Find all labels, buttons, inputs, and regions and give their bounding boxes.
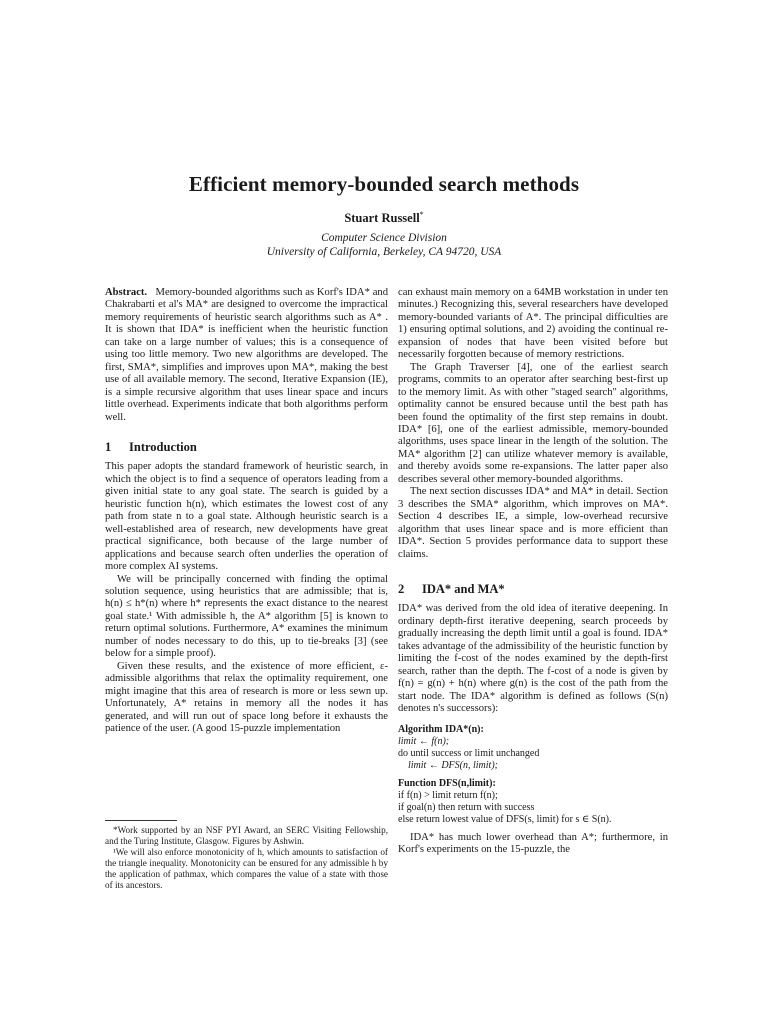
algorithm-ida-line-2: do until success or limit unchanged (398, 747, 540, 759)
abstract-heading: Abstract. (105, 287, 148, 298)
right-paragraph-3: The next section discusses IDA* and MA* in detail. Section 3 describes the SMA* algorithm, which improves on MA*. Section 4 describes IE, a simple, low-overhead recursive algorithm that uses linear space and is more efficient than IDA*. Section 5 provides performance data to support these claims. (398, 486, 668, 560)
section-2-number: 2 (398, 581, 405, 596)
left-column (105, 287, 388, 890)
function-dfs-header: Function DFS(n,limit): (398, 777, 496, 789)
section-2-paragraph-1: IDA* was derived from the old idea of iterative deepening. In ordinary depth-first iterative deepening, search proceeds by gradually increasing the depth limit until a goal is found. IDA* takes advantage of the admissibility of the heuristic function by limiting the f-cost of the nodes examined by the depth-first search, rather than the depth. The f-cost of a node is given by f(n) = g(n) + h(n) where g(n) is the cost of the path from the start node. The IDA* algorithm is defined as follows (S(n) denotes n's successors): (398, 603, 668, 715)
section-1-number: 1 (105, 439, 112, 454)
abstract-text: Memory-bounded algorithms such as Korf's IDA* and Chakrabarti et al's MA* are designed to overcome the impractical memory requirements of heuristic search algorithms such as A* . It is shown that IDA* is inefficient when the heuristic function can take on a large number of values; this is a consequence of using too little memory. Two new algorithms are developed. The first, SMA*, simplifies and improves upon MA*, making the best use of all available memory. The second, Iterative Expansion (IE), is a simple recursive algorithm that uses linear space and incurs little overhead. Experiments indicate that both algorithms perform well. (105, 287, 388, 423)
intro-paragraph-2: We will be principally concerned with finding the optimal solution sequence, using heuristics that are admissible; that is, h(n) ≤ h*(n) where h* represents the exact distance to the nearest goal state.¹ With admissible h, the A* algorithm [5] is known to return optimal solutions. Furthermore, A* examines the minimum number of nodes necessary to do this, up to tie-breaks [3] (see below for a simple proof). (105, 573, 388, 660)
section-1-title: Introduction (129, 439, 197, 454)
section-2-heading (398, 583, 668, 595)
section-2-title: IDA* and MA* (422, 581, 505, 596)
algorithm-ida-line-3: limit ← DFS(n, limit); (408, 759, 498, 771)
right-column (398, 287, 668, 856)
author-footnote-mark: * (419, 210, 424, 219)
function-dfs (398, 778, 668, 826)
section-1-heading (105, 441, 388, 453)
footnote-1: ¹We will also enforce monotonicity of h, which amounts to satisfaction of the triangle inequality. Monotonicity can be ensured for any admissible h by the application of pathmax, which compares the value of a state with those of its ancestors. (105, 847, 388, 890)
function-dfs-line-1: if f(n) > limit return f(n); (398, 789, 498, 801)
footnote-rule (105, 820, 177, 821)
right-paragraph-2: The Graph Traverser [4], one of the earliest search programs, commits to an operator after searching best-first up to the memory limit. As with other "staged search" algorithms, optimality cannot be ensured because until the best path has been found the optimality of the first step remains in doubt. IDA* [6], one of the earliest admissible, memory-bounded algorithms, uses space linear in the length of the solution. The MA* algorithm [2] can utilize whatever memory is available, and thereby avoids some re-expansions. The latter paper also describes several other memory-bounded algorithms. (398, 361, 668, 485)
footnotes (105, 820, 388, 891)
abstract (105, 287, 388, 424)
algorithm-ida-line-1: limit ← f(n); (398, 735, 450, 747)
function-dfs-line-3: else return lowest value of DFS(s, limit) for s ∈ S(n). (398, 813, 612, 825)
algorithm-ida (398, 724, 668, 772)
paper-author (0, 210, 768, 226)
intro-paragraph-1: This paper adopts the standard framework of heuristic search, in which the object is to find a sequence of operators leading from a given initial state to any goal state. The search is guided by a heuristic function h(n), which estimates the lowest cost of any path from state n to a goal state. Although heuristic search is a well-established area of research, new developments have great practical significance, both because of the large number of applications and because search often underlies the operation of more complex AI systems. (105, 461, 388, 573)
intro-paragraph-3: Given these results, and the existence of more efficient, ε-admissible algorithms that relax the optimality requirement, one might imagine that this area of research is more or less sewn up. Unfortunately, A* retains in memory all the nodes it has generated, and will run out of space long before it exhausts the patience of the user. (A good 15-puzzle implementation (105, 660, 388, 734)
author-name: Stuart Russell (344, 211, 420, 226)
affiliation-line-1: Computer Science Division (321, 232, 447, 244)
section-2-paragraph-2: IDA* has much lower overhead than A*; furthermore, in Korf's experiments on the 15-puzzle, the (398, 831, 668, 855)
paper-title: Efficient memory-bounded search methods (188, 172, 580, 196)
footnote-star: *Work supported by an NSF PYI Award, an SERC Visiting Fellowship, and the Turing Institute, Glasgow. Figures by Ashwin. (105, 825, 388, 846)
right-paragraph-1: can exhaust main memory on a 64MB workstation in under ten minutes.) Recognizing this, several researchers have developed memory-bounded variants of A*. The principal difficulties are 1) ensuring optimal solutions, and 2) avoiding the continual re-expansion of nodes that have been visited before but necessarily forgotten because of memory restrictions. (398, 287, 668, 361)
algorithm-ida-header: Algorithm IDA*(n): (398, 723, 484, 735)
function-dfs-line-2: if goal(n) then return with success (398, 801, 535, 813)
affiliation-line-2: University of California, Berkeley, CA 94720, USA (266, 246, 502, 258)
